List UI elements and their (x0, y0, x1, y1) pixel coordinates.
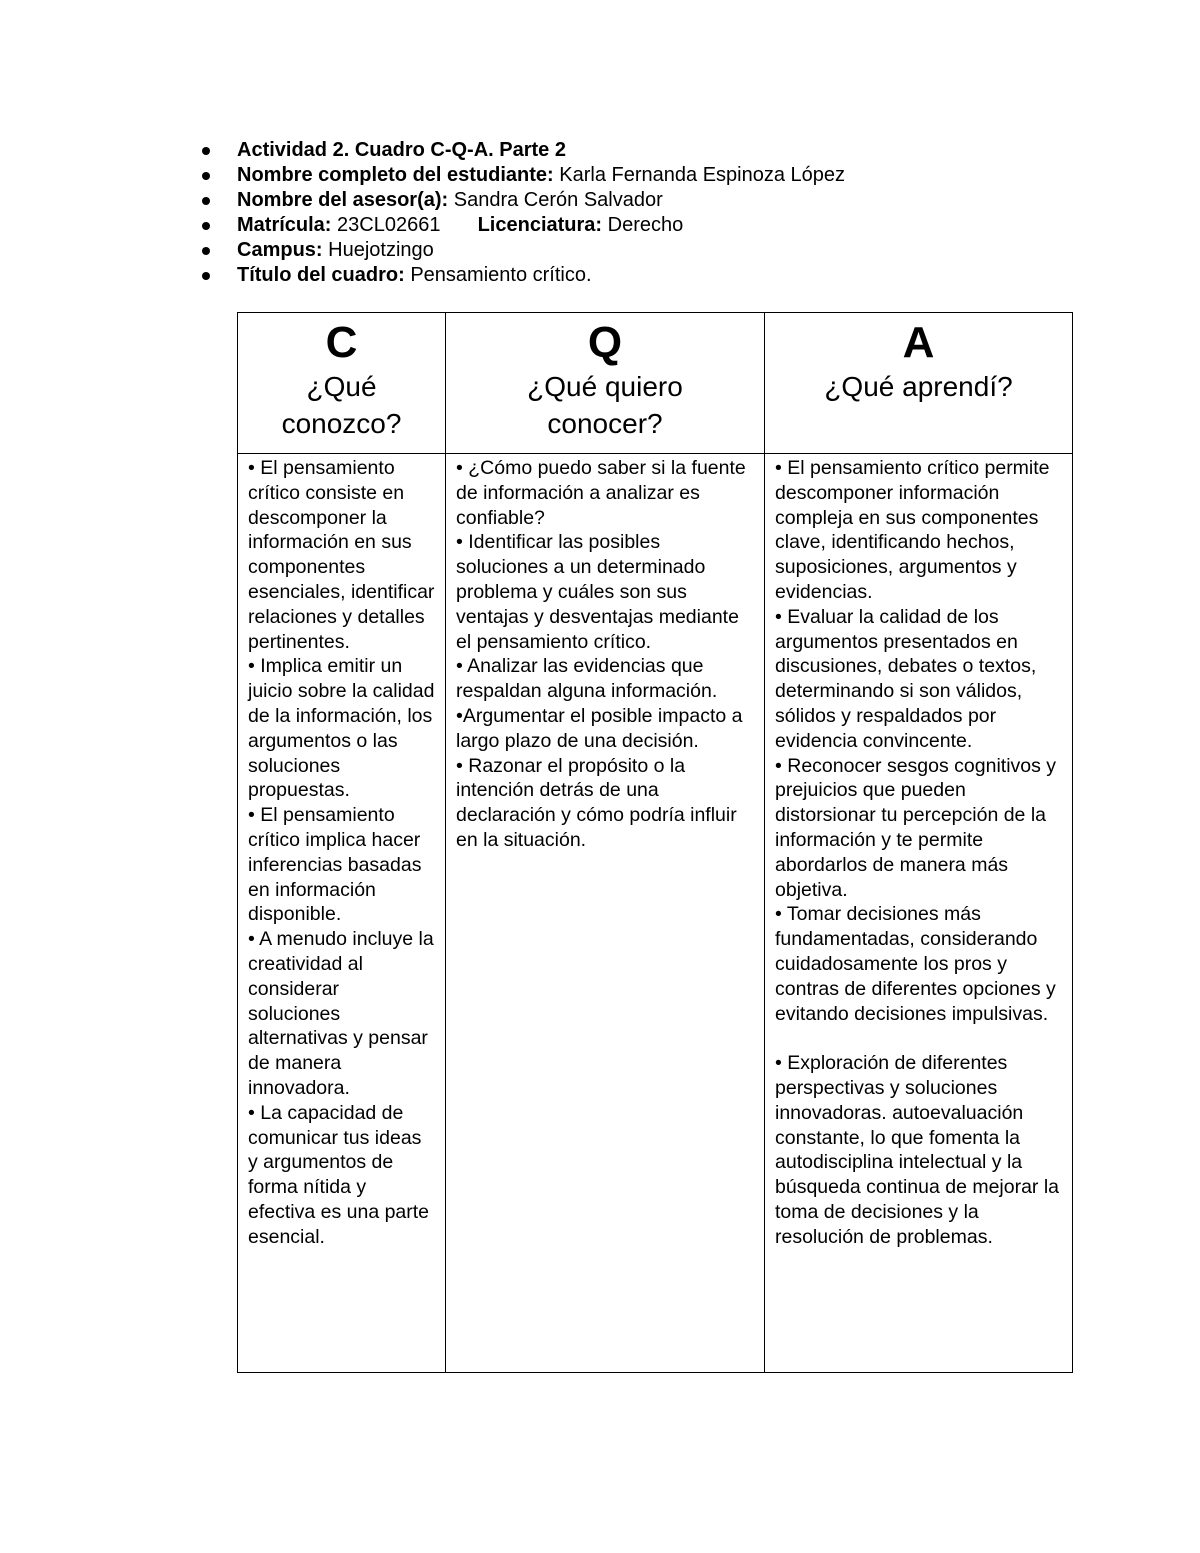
degree-value: Derecho (607, 214, 684, 236)
list-item: • Identificar las posibles soluciones a un determinado problema y cuáles son sus ventajas y desventajas mediante el pensamiento crítico. (456, 531, 739, 653)
chart-title-item (200, 263, 845, 288)
list-item: • Evaluar la calidad de los argumentos presentados en discusiones, debates o textos, determinando si son válidos, sólidos y respaldados por evidencia convincente. (775, 605, 1037, 752)
list-item: • El pensamiento crítico consiste en descomponer la información en sus componentes esenciales, identificar relaciones y detalles pertinentes. (248, 457, 435, 653)
list-item: • A menudo incluye la creatividad al considerar soluciones alternativas y pensar de manera innovadora. (248, 928, 434, 1099)
list-item: • El pensamiento crítico permite descomponer información compleja en sus componentes clave, identificando hechos, suposiciones, argumentos y evidencias. (775, 457, 1050, 603)
column-body-q (446, 454, 765, 1373)
column-letter-a: A (902, 318, 935, 367)
list-item: • La capacidad de comunicar tus ideas y argumentos de forma nítida y efectiva es una parte esencial. (248, 1101, 430, 1248)
list-item: • Razonar el propósito o la intención detrás de una declaración y cómo podría influir en la situación. (456, 754, 737, 851)
list-item: •Argumentar el posible impacto a largo plazo de una decisión. (456, 704, 743, 752)
enrollment-value: 23CL02661 (337, 214, 441, 236)
advisor-name: Sandra Cerón Salvador (453, 189, 663, 211)
chart-title-label: Título del cuadro: (237, 264, 405, 286)
enrollment-item (200, 213, 845, 238)
list-item: • Reconocer sesgos cognitivos y prejuicios que pueden distorsionar tu percepción de la información y te permite abordarlos de manera más objetiva. (775, 754, 1057, 901)
column-question-a: ¿Qué aprendí? (824, 371, 1013, 402)
degree-label: Licenciatura: (477, 214, 603, 236)
column-letter-q: Q (587, 318, 623, 367)
list-item: • Implica emitir un juicio sobre la calidad de la información, los argumentos o las soluciones propuestas. (248, 655, 435, 802)
column-letter-c: C (325, 318, 358, 367)
list-item: • Analizar las evidencias que respaldan alguna información. (456, 655, 718, 703)
list-item: • Exploración de diferentes perspectivas y soluciones innovadoras. autoevaluación constante, lo que fomenta la autodisciplina intelectual y la búsqueda continua de mejorar la toma de decisiones y la resolución de problemas. (775, 1052, 1060, 1248)
blank-line (775, 1026, 1062, 1051)
chart-title-value: Pensamiento crítico. (410, 264, 592, 286)
list-item: • ¿Cómo puedo saber si la fuente de información a analizar es confiable? (456, 457, 746, 529)
column-question-q: ¿Qué quiero conocer? (527, 371, 683, 439)
cqa-header-row (238, 313, 1073, 454)
header-info-list (200, 138, 845, 288)
column-header-a (765, 313, 1073, 454)
student-name: Karla Fernanda Espinoza López (559, 164, 846, 186)
column-body-c (238, 454, 446, 1373)
cqa-body-row (238, 454, 1073, 1373)
list-item: • Tomar decisiones más fundamentadas, considerando cuidadosamente los pros y contras de diferentes opciones y evitando decisiones impulsivas. (775, 903, 1056, 1025)
column-header-c (238, 313, 446, 454)
column-header-q (446, 313, 765, 454)
column-body-a (765, 454, 1073, 1373)
campus-value: Huejotzingo (328, 239, 434, 261)
activity-title-item (200, 138, 845, 163)
column-question-c: ¿Qué conozco? (281, 371, 402, 439)
campus-label: Campus: (237, 239, 323, 261)
enrollment-label: Matrícula: (237, 214, 332, 236)
advisor-name-item (200, 188, 845, 213)
activity-title: Actividad 2. Cuadro C-Q-A. Parte 2 (237, 139, 566, 161)
student-label: Nombre completo del estudiante: (237, 164, 554, 186)
student-name-item (200, 163, 845, 188)
campus-item (200, 238, 845, 263)
advisor-label: Nombre del asesor(a): (237, 189, 449, 211)
cqa-table (237, 312, 1073, 1373)
list-item: • El pensamiento crítico implica hacer inferencias basadas en información disponible. (248, 804, 422, 926)
